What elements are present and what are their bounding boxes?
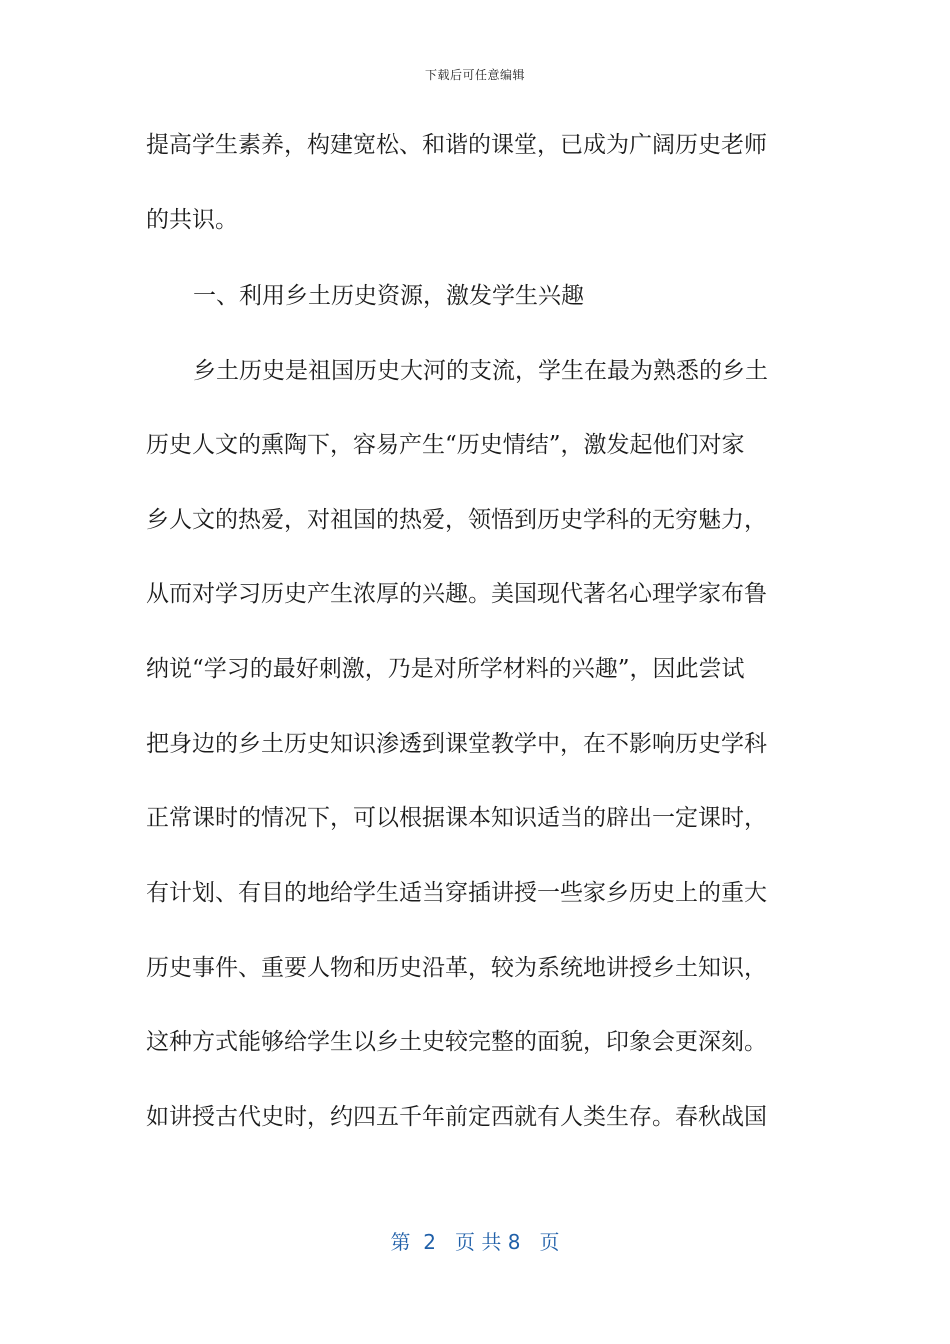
text-line: 乡土历史是祖国历史大河的支流，学生在最为熟悉的乡土	[193, 358, 768, 384]
text-line: 的共识。	[146, 207, 238, 233]
text-line: 乡人文的热爱，对祖国的热爱，领悟到历史学科的无穷魅力，	[146, 507, 767, 533]
text-line: 正常课时的情况下，可以根据课本知识适当的辟出一定课时，	[146, 805, 767, 831]
text-line: 把身边的乡土历史知识渗透到课堂教学中，在不影响历史学科	[146, 731, 767, 757]
text-line: 从而对学习历史产生浓厚的兴趣。美国现代著名心理学家布鲁	[146, 581, 767, 607]
page-header: 下载后可任意编辑	[424, 68, 525, 82]
page-footer	[0, 1226, 950, 1255]
text-line: 历史事件、重要人物和历史沿革，较为系统地讲授乡土知识，	[146, 955, 767, 981]
text-line: 历史人文的熏陶下，容易产生“历史情结”，激发起他们对家	[146, 432, 745, 458]
text-line: 提高学生素养，构建宽松、和谐的课堂，已成为广阔历史老师	[146, 132, 767, 158]
page-number: 第 2 页 共 8 页	[390, 1230, 560, 1254]
text-line: 纳说“学习的最好刺激，乃是对所学材料的兴趣”，因此尝试	[146, 656, 745, 682]
section-heading: 一、利用乡土历史资源，激发学生兴趣	[193, 283, 584, 309]
text-line: 这种方式能够给学生以乡土史较完整的面貌，印象会更深刻。	[146, 1029, 767, 1055]
text-line: 有计划、有目的地给学生适当穿插讲授一些家乡历史上的重大	[146, 880, 767, 906]
text-line: 如讲授古代史时，约四五千年前定西就有人类生存。春秋战国	[146, 1104, 767, 1130]
